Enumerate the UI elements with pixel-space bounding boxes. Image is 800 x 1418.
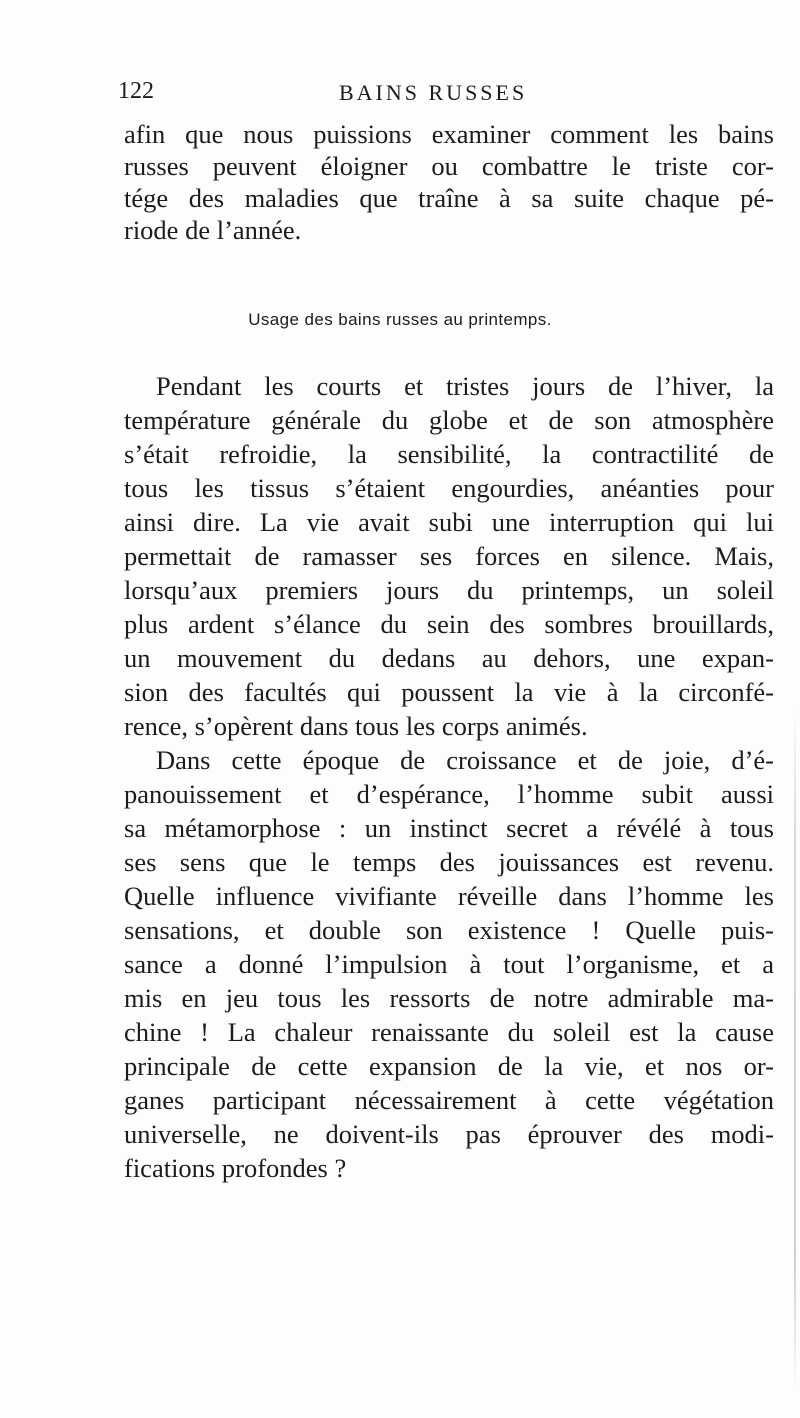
page-number: 122 xyxy=(118,78,154,104)
text-line: un mouvement du dedans au dehors, une expan- xyxy=(124,643,774,673)
text-line: ses sens que le temps des jouissances est revenu. xyxy=(124,847,774,877)
text-line: permettait de ramasser ses forces en silence. Mais, xyxy=(124,541,774,571)
text-line: lorsqu’aux premiers jours du printemps, un soleil xyxy=(124,575,774,605)
text-line: mis en jeu tous les ressorts de notre admirable ma- xyxy=(124,983,774,1013)
text-line: s’était refroidie, la sensibilité, la contractilité de xyxy=(124,439,774,469)
text-line: russes peuvent éloigner ou combattre le triste cor- xyxy=(124,151,774,181)
text-line: chine ! La chaleur renaissante du soleil est la cause xyxy=(124,1017,774,1047)
text-line: Pendant les courts et tristes jours de l’hiver, la xyxy=(156,371,774,401)
text-line: ainsi dire. La vie avait subi une interruption qui lui xyxy=(124,507,774,537)
section-heading: Usage des bains russes au printemps. xyxy=(248,310,552,329)
running-head xyxy=(118,78,760,112)
text-line: rence, s’opèrent dans tous les corps animés. xyxy=(124,711,588,741)
text-line: afin que nous puissions examiner comment les bains xyxy=(124,119,774,149)
text-line: sion des facultés qui poussent la vie à la circonfé- xyxy=(124,677,774,707)
text-line: Quelle influence vivifiante réveille dans l’homme les xyxy=(124,881,774,911)
text-line: panouissement et d’espérance, l’homme subit aussi xyxy=(124,779,774,809)
text-line: plus ardent s’élance du sein des sombres brouillards, xyxy=(124,609,774,639)
text-line: fications profondes ? xyxy=(124,1153,347,1183)
text-line: riode de l’année. xyxy=(124,215,302,245)
text-line: sensations, et double son existence ! Quelle puis- xyxy=(124,915,774,945)
text-line: Dans cette époque de croissance et de joie, d’é- xyxy=(156,745,774,775)
text-line: tous les tissus s’étaient engourdies, anéanties pour xyxy=(124,473,774,503)
text-line: principale de cette expansion de la vie, et nos or- xyxy=(124,1051,774,1081)
text-line: sance a donné l’impulsion à tout l’organisme, et a xyxy=(124,949,774,979)
text-line: sa métamorphose : un instinct secret a révélé à tous xyxy=(124,813,774,843)
running-title: BAINS RUSSES xyxy=(339,80,528,105)
text-line: température générale du globe et de son atmosphère xyxy=(124,405,774,435)
text-line: tége des maladies que traîne à sa suite chaque pé- xyxy=(124,183,774,213)
page-edge-shadow xyxy=(794,700,796,1400)
text-line: universelle, ne doivent-ils pas éprouver des modi- xyxy=(124,1119,774,1149)
text-line: ganes participant nécessairement à cette végétation xyxy=(124,1085,774,1115)
